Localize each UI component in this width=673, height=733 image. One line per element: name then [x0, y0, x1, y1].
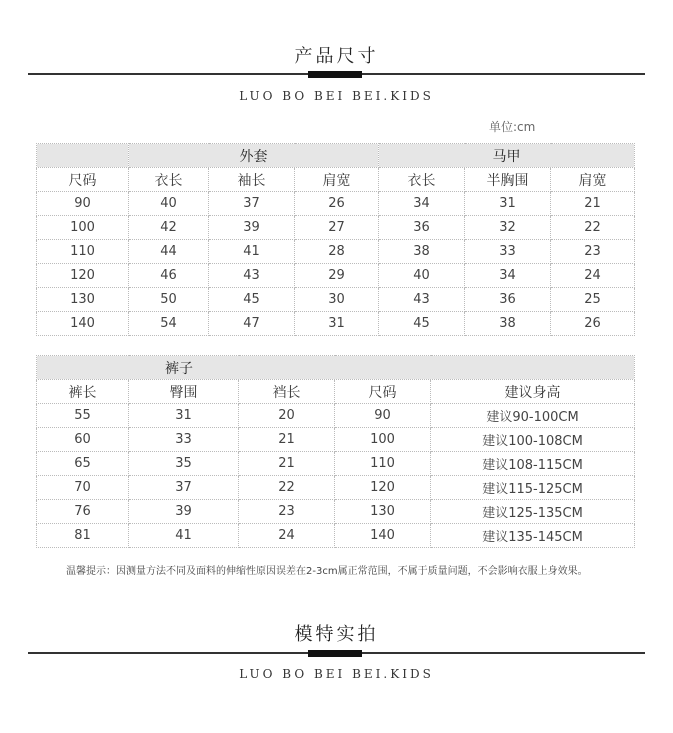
- vest-group-header: 马甲: [379, 144, 635, 168]
- table-cell: 32: [465, 216, 551, 240]
- table-cell: 36: [379, 216, 465, 240]
- column-header: 袖长: [209, 168, 295, 192]
- table-row: [37, 452, 635, 476]
- table-cell: 43: [209, 264, 295, 288]
- table-cell: 90: [335, 404, 431, 428]
- table-cell: 120: [335, 476, 431, 500]
- table-row: [37, 524, 635, 548]
- table-cell: 81: [37, 524, 129, 548]
- table-cell: 33: [465, 240, 551, 264]
- column-header: 衣长: [129, 168, 209, 192]
- table-cell: 27: [295, 216, 379, 240]
- table-cell: 21: [239, 452, 335, 476]
- table-cell: 24: [551, 264, 635, 288]
- table-cell: 31: [465, 192, 551, 216]
- measurement-tip: 温馨提示：因测量方法不同及面料的伸缩性原因误差在2-3cm属正常范围，不属于质量问题，不会影响衣服上身效果。: [66, 566, 588, 577]
- table-cell: 44: [129, 240, 209, 264]
- jacket-vest-size-table: [36, 143, 635, 336]
- column-header: 建议身高: [431, 380, 635, 404]
- table-cell: 37: [129, 476, 239, 500]
- column-header: 裆长: [239, 380, 335, 404]
- table-cell: 建议115-125CM: [431, 476, 635, 500]
- table-cell: 45: [379, 312, 465, 336]
- unit-label: 单位:cm: [489, 120, 536, 134]
- band-empty-cell: [37, 144, 129, 168]
- table-row: [37, 216, 635, 240]
- table-cell: 110: [335, 452, 431, 476]
- table-row: [37, 288, 635, 312]
- brand-name: LUO BO BEI BEI.KIDS: [239, 89, 434, 103]
- table-row: [37, 404, 635, 428]
- table-cell: 120: [37, 264, 129, 288]
- table-cell: 110: [37, 240, 129, 264]
- table-cell: 40: [129, 192, 209, 216]
- column-header: 臀围: [129, 380, 239, 404]
- table-cell: 42: [129, 216, 209, 240]
- table-cell: 47: [209, 312, 295, 336]
- table-cell: 33: [129, 428, 239, 452]
- table-cell: 26: [551, 312, 635, 336]
- column-header: 尺码: [335, 380, 431, 404]
- table-cell: 38: [465, 312, 551, 336]
- table-cell: 31: [129, 404, 239, 428]
- table-cell: 24: [239, 524, 335, 548]
- table-cell: 41: [209, 240, 295, 264]
- table-cell: 建议135-145CM: [431, 524, 635, 548]
- table-cell: 建议100-108CM: [431, 428, 635, 452]
- table-row: [37, 500, 635, 524]
- table-cell: 34: [465, 264, 551, 288]
- table-cell: 26: [295, 192, 379, 216]
- table-cell: 建议125-135CM: [431, 500, 635, 524]
- table-row: [37, 428, 635, 452]
- table-cell: 65: [37, 452, 129, 476]
- table-cell: 100: [37, 216, 129, 240]
- table-cell: 45: [209, 288, 295, 312]
- table-cell: 28: [295, 240, 379, 264]
- table-cell: 38: [379, 240, 465, 264]
- table-cell: 50: [129, 288, 209, 312]
- table-cell: 140: [37, 312, 129, 336]
- table-cell: 39: [209, 216, 295, 240]
- table-row: [37, 192, 635, 216]
- title-divider-accent: [308, 71, 362, 78]
- table-row: [37, 264, 635, 288]
- column-header: 肩宽: [551, 168, 635, 192]
- table-cell: 建议108-115CM: [431, 452, 635, 476]
- pants-size-table: [36, 355, 635, 548]
- table-cell: 36: [465, 288, 551, 312]
- table-row: [37, 476, 635, 500]
- column-header: 裤长: [37, 380, 129, 404]
- table-cell: 31: [295, 312, 379, 336]
- table-cell: 39: [129, 500, 239, 524]
- table-cell: 22: [551, 216, 635, 240]
- table-cell: 43: [379, 288, 465, 312]
- table-cell: 60: [37, 428, 129, 452]
- table-cell: 76: [37, 500, 129, 524]
- table-cell: 100: [335, 428, 431, 452]
- table-row: [37, 312, 635, 336]
- table-cell: 37: [209, 192, 295, 216]
- title-divider-accent: [308, 650, 362, 657]
- column-header: 尺码: [37, 168, 129, 192]
- column-header: 肩宽: [295, 168, 379, 192]
- model-photos-title: 模特实拍: [294, 624, 379, 645]
- table-cell: 23: [239, 500, 335, 524]
- table-cell: 70: [37, 476, 129, 500]
- table-cell: 90: [37, 192, 129, 216]
- table-cell: 建议90-100CM: [431, 404, 635, 428]
- table-cell: 29: [295, 264, 379, 288]
- table-cell: 140: [335, 524, 431, 548]
- table-cell: 130: [37, 288, 129, 312]
- jacket-group-header: 外套: [129, 144, 379, 168]
- table-cell: 30: [295, 288, 379, 312]
- pants-group-header: 裤子: [37, 356, 635, 380]
- column-header: 衣长: [379, 168, 465, 192]
- column-header: 半胸围: [465, 168, 551, 192]
- table-cell: 46: [129, 264, 209, 288]
- table-cell: 34: [379, 192, 465, 216]
- table-cell: 23: [551, 240, 635, 264]
- table-cell: 25: [551, 288, 635, 312]
- table-cell: 130: [335, 500, 431, 524]
- size-section-title: 产品尺寸: [294, 46, 379, 67]
- brand-name: LUO BO BEI BEI.KIDS: [239, 667, 434, 681]
- table-cell: 41: [129, 524, 239, 548]
- table-cell: 54: [129, 312, 209, 336]
- table-cell: 20: [239, 404, 335, 428]
- table-cell: 40: [379, 264, 465, 288]
- table-cell: 35: [129, 452, 239, 476]
- table-row: [37, 240, 635, 264]
- table-cell: 21: [551, 192, 635, 216]
- table-cell: 21: [239, 428, 335, 452]
- table-cell: 55: [37, 404, 129, 428]
- table-cell: 22: [239, 476, 335, 500]
